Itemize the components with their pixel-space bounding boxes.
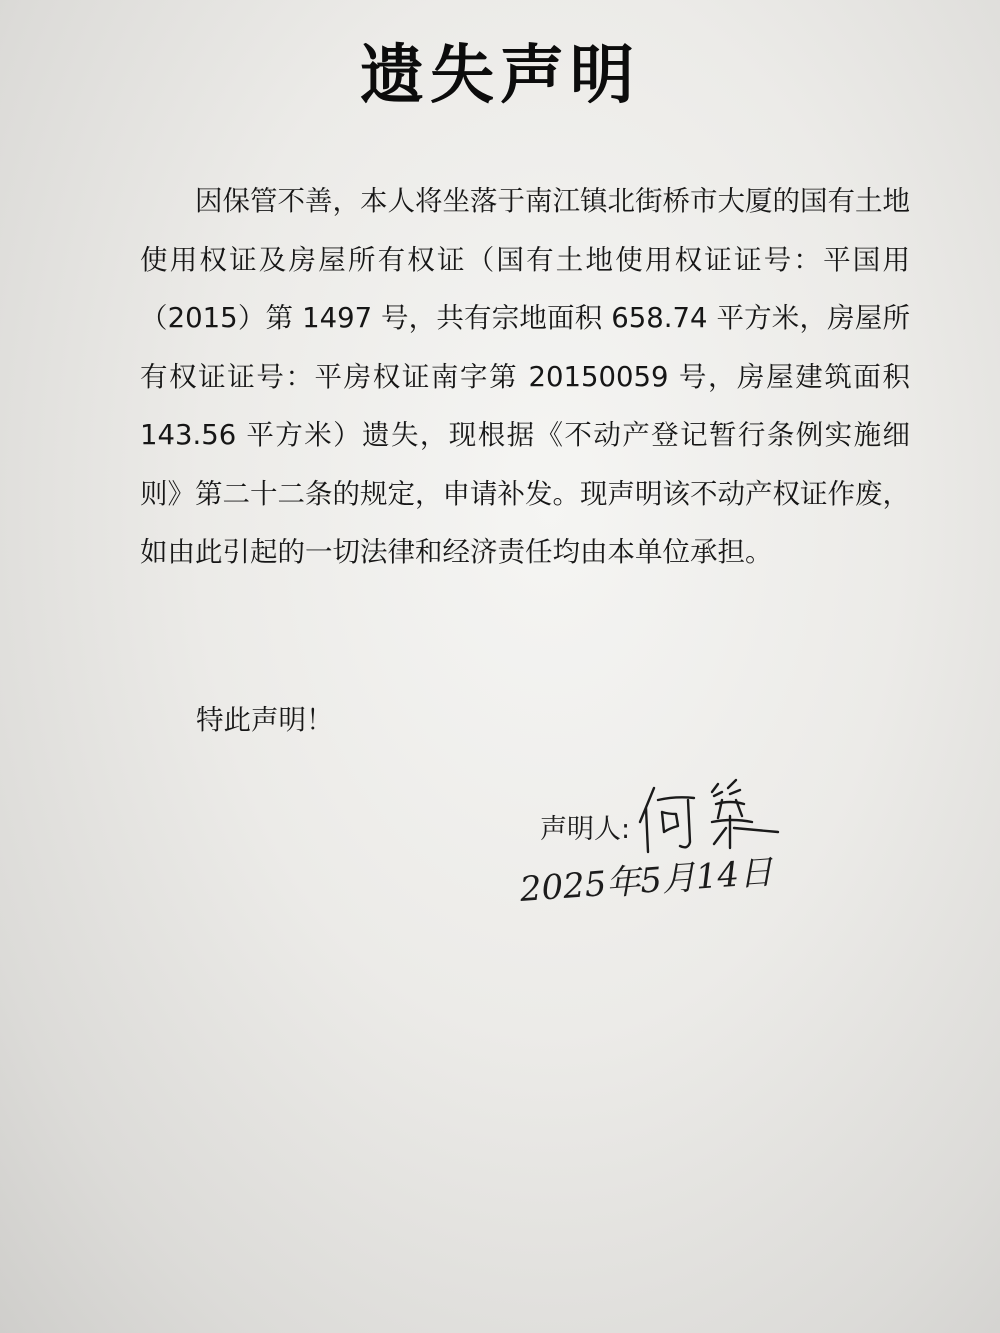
date-text: 2025年5月14日 (518, 852, 775, 910)
closing-line: 特此声明！ (196, 704, 334, 736)
statement-body: 因保管不善，本人将坐落于南江镇北街桥市大厦的国有土地使用权证及房屋所有权证（国有土地使用权证证号：平国用（2015）第 1497 号，共有宗地面积 658.74 平方米，房屋所有权证证号：平房权证南字第 20150059 号，房屋建筑面积 143.56 平方米）遗失，现根据《不动产登记暂行条例实施细则》第二十二条的规定，申请补发。现声明该不动产权证作废，如由此引起的一切法律和经济责任均由本单位承担。 (140, 185, 910, 568)
declarant-label: 声明人: (540, 814, 631, 845)
document-title: 遗失声明 (360, 38, 640, 113)
handwritten-date (518, 852, 775, 930)
